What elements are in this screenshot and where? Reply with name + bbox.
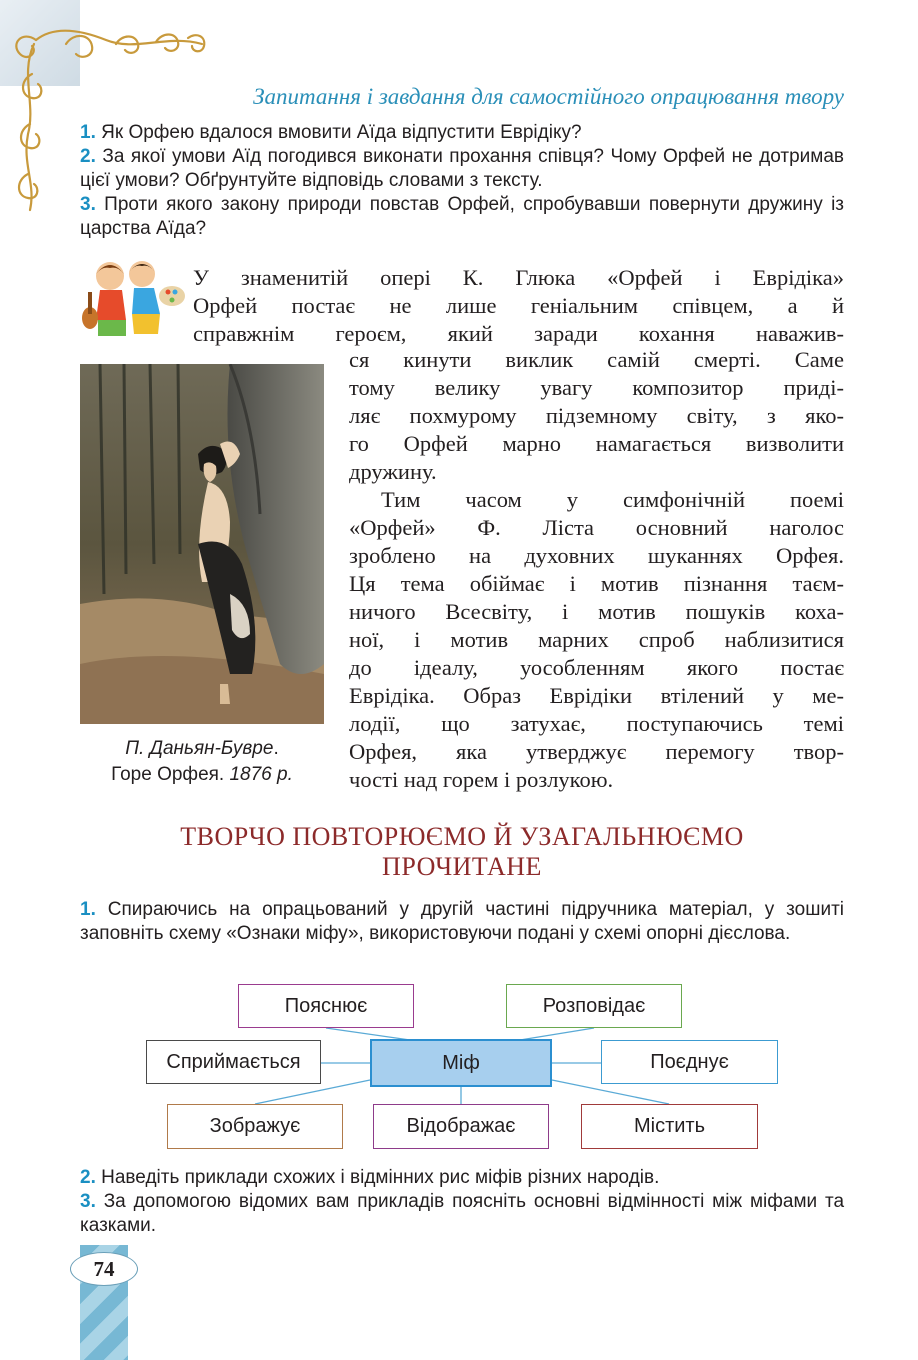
text-line: ляє похмурому підземному світу, з яко-	[349, 403, 844, 428]
tasks-list	[80, 1166, 844, 1238]
question-item	[80, 193, 844, 241]
text-line: Орфей постає не лише геніальним співцем, а й	[193, 293, 844, 318]
caption-separator: .	[273, 738, 279, 759]
task-item	[80, 898, 844, 946]
question-text: Проти якого закону природи повстав Орфей, спробувавши повернути дружину із царства Аїда?	[80, 194, 845, 239]
question-item	[80, 145, 844, 193]
text-line: Еврідіка. Образ Еврідіки втілений у ме-	[349, 683, 844, 708]
text-line: «Орфей» Ф. Ліста основний наголос	[349, 515, 844, 540]
task-number: 1.	[80, 899, 96, 920]
question-item	[80, 121, 844, 145]
question-number: 3.	[80, 194, 96, 215]
question-text: За якої умови Аїд погодився виконати прохання співця? Чому Орфей не дотримав цієї умови? Обґрунтуйте відповідь словами з тексту.	[80, 146, 844, 191]
task-text: Спираючись на опрацьований у другій частині підручника матеріал, у зошиті заповніть схему «Ознаки міфу», використовуючи подані у схемі опорні дієслова.	[80, 899, 845, 944]
question-number: 2.	[80, 146, 96, 167]
diagram-node-depicts: Зображує	[167, 1104, 343, 1149]
caption-author: П. Даньян-Бувре	[125, 738, 274, 759]
text-line: чості над горем і розлукою.	[349, 767, 614, 792]
diagram-node-contains: Містить	[581, 1104, 758, 1149]
paragraph-intro	[193, 264, 844, 348]
section-title: Запитання і завдання для самостійного опрацювання твору	[253, 84, 844, 109]
task-item	[80, 1166, 844, 1190]
caption-year: 1876 р.	[229, 764, 293, 785]
page-number: 74	[70, 1252, 138, 1286]
text-line: ся кинути виклик самій смерті. Саме	[349, 347, 844, 372]
diagram-node-perceived: Сприймається	[146, 1040, 321, 1084]
task-number: 3.	[80, 1191, 96, 1212]
questions-list	[80, 121, 844, 241]
text-line: го Орфей марно намагається визволити	[349, 431, 844, 456]
diagram-node-tells: Розповідає	[506, 984, 682, 1028]
heading-line: ПРОЧИТАНЕ	[382, 852, 542, 881]
text-line: дружину.	[349, 459, 437, 484]
diagram-node-combines: Поєднує	[601, 1040, 778, 1084]
question-text: Як Орфею вдалося вмовити Аїда відпустити Еврідіку?	[101, 122, 582, 143]
text-line: Ця тема обіймає і мотив пізнання таєм-	[349, 571, 844, 596]
text-line: Тим часом у симфонічній поемі	[381, 487, 844, 512]
text-line: Орфея, яка утверджує перемогу твор-	[349, 739, 844, 764]
text-line: справжнім героєм, який заради кохання наважив-	[193, 321, 844, 346]
text-line: зроблено на духовних шуканнях Орфея.	[349, 543, 844, 568]
text-line: У знаменитій опері К. Глюка «Орфей і Еврідіка»	[193, 265, 844, 290]
task-number: 2.	[80, 1167, 96, 1188]
children-illustration-icon	[80, 256, 186, 340]
task-text: Наведіть приклади схожих і відмінних рис міфів різних народів.	[101, 1167, 660, 1188]
text-line: ничого Всесвіту, і мотив пошуків коха-	[349, 599, 844, 624]
diagram-node-reflects: Відображає	[373, 1104, 549, 1149]
diagram-node-myth-center: Міф	[370, 1039, 552, 1087]
caption-title: Горе Орфея.	[111, 764, 225, 785]
painting-caption	[80, 736, 324, 788]
task-item	[80, 1190, 844, 1238]
diagram-node-explains: Пояснює	[238, 984, 414, 1028]
question-number: 1.	[80, 122, 96, 143]
text-line: лодії, що затухає, поступаючись темі	[349, 711, 844, 736]
task-text: За допомогою відомих вам прикладів поясніть основні відмінності між міфами та казками.	[80, 1191, 845, 1236]
text-line: до ідеалу, уособленням якого постає	[349, 655, 844, 680]
painting-image	[80, 364, 324, 724]
text-line: ної, і мотив марних спроб наблизитися	[349, 627, 844, 652]
section-heading	[80, 822, 844, 882]
heading-line: ТВОРЧО ПОВТОРЮЄМО Й УЗАГАЛЬНЮЄМО	[180, 822, 744, 851]
text-line: тому велику увагу композитор приді-	[349, 375, 844, 400]
paragraph-main	[349, 346, 844, 794]
